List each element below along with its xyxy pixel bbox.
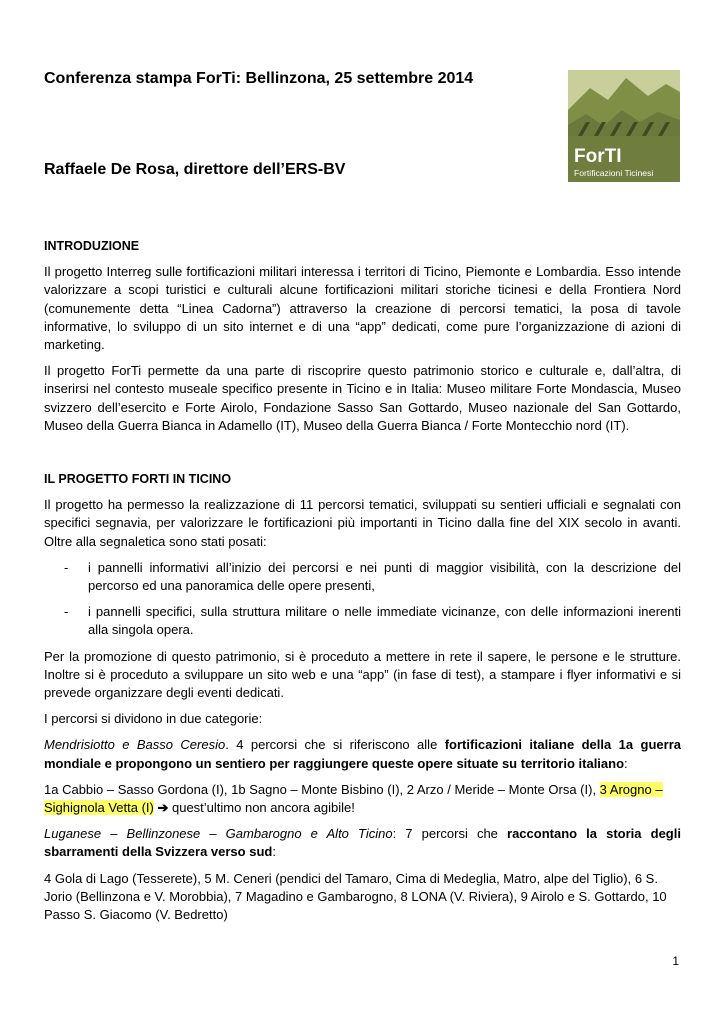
installations-list [44,559,681,640]
list-item-text: i pannelli specifici, sulla struttura militare o nelle immediate vicinanze, con delle informazioni inerenti alla singola opera. [88,604,681,638]
intro-heading: INTRODUZIONE [44,239,140,253]
dash-bullet: - [64,559,69,575]
list-item [44,559,681,595]
logo-name: ForTI [574,146,622,167]
list-item-text: i pannelli informativi all’inizio dei percorsi e nei punti di maggior visibilità, con la descrizione del percorso ed una panoramica delle opere presenti, [88,559,681,594]
category-1-description: fortificazioni italiane della 1a guerra mondiale e propongono un sentiero per raggiungere queste opere situate su territorio italiano [44,737,681,771]
page-title: Conferenza stampa ForTi: Bellinzona, 25 settembre 2014 [44,70,474,87]
category-1-region: Mendrisiotto e Basso Ceresio [44,737,226,753]
category-1-routes [44,781,681,817]
arrow-icon: ➔ [153,800,172,816]
section-gap [44,443,681,470]
ticino-paragraph-2: Per la promozione di questo patrimonio, si è proceduto a mettere in rete il sapere, le persone e le strutture. Inoltre si è proceduto a sviluppare un sito web e una “app” (in fase di test), a stampare i flyer informativi e si prevede organizzare degli eventi dedicati. [44,648,681,701]
category-1-colon: : [624,755,628,771]
route-warning: quest’ultimo non ancora agibile! [171,800,355,816]
logo-tagline: Fortificazioni Ticinesi [574,168,654,178]
category-2-description: raccontano la storia degli sbarramenti della Svizzera verso sud [44,826,681,860]
ticino-paragraph-3: I percorsi si dividono in due categorie: [44,711,263,727]
list-item [44,603,681,639]
category-2-intro: : 7 percorsi che [392,826,508,842]
page-number: 1 [672,954,679,968]
category-1-intro: . 4 percorsi che si riferiscono alle [225,737,445,753]
ticino-heading: IL PROGETTO FORTI IN TICINO [44,472,232,487]
routes-list-1: 1a Cabbio – Sasso Gordona (I), 1b Sagno – Monte Bisbino (I), 2 Arzo / Meride – Monte Orsa (I), [44,781,600,797]
category-2-colon: : [272,844,276,860]
document-body [44,237,681,932]
category-2-routes: 4 Gola di Lago (Tesserete), 5 M. Ceneri (pendici del Tamaro, Cima di Medeglia, Matro, alpe del Tiglio), 6 S. Jorio (Bellinzona e V. Morobbia), 7 Magadino e Gambarogno, 8 LONA (V. Riviera), 9 Airolo e S. Gottardo, 10 Passo S. Giacomo (V. Bedretto) [44,870,667,923]
highlighted-route: 3 Arogno – Sighignola Vetta (I) [44,781,663,816]
page-subtitle: Raffaele De Rosa, direttore dell’ERS-BV [44,161,346,178]
forti-logo [568,70,680,182]
ticino-paragraph-1: Il progetto ha permesso la realizzazione di 11 percorsi tematici, sviluppati su sentieri ufficiali e segnalati con specifici segnavia, per valorizzare le fortificazioni più importanti in Ticino dalla fine del XIX secolo in avanti. Oltre alla segnaletica sono stati posati: [44,497,681,549]
category-1 [44,736,681,772]
category-2-region: Luganese – Bellinzonese – Gambarogno e Alto Ticino [44,826,393,842]
intro-paragraph-2: Il progetto ForTi permette da una parte di riscoprire questo patrimonio storico e culturale e, dall’altra, di inserirsi nel contesto museale specifico presente in Ticino e in Italia: Museo militare Forte Mondascia, Museo svizzero dell’esercito e Forte Airolo, Fondazione Sasso San Gottardo, Museo nazionale del San Gottardo, Museo della Guerra Bianca in Adamello (IT), Museo della Guerra Bianca / Forte Montecchio nord (IT). [44,363,681,433]
category-2 [44,825,681,861]
intro-paragraph-1: Il progetto Interreg sulle fortificazioni militari interessa i territori di Ticino, Piemonte e Lombardia. Esso intende valorizzare a scopi turistici e culturali alcune fortificazioni militari storiche ticinesi e della Frontiera Nord (comunemente detta “Linea Cadorna”) attraverso la creazione di percorsi tematici, la posa di tavole informative, lo sviluppo di un sito internet e di una “app” dedicati, come pure l’organizzazione di azioni di marketing. [44,264,681,353]
dash-bullet: - [64,604,69,620]
